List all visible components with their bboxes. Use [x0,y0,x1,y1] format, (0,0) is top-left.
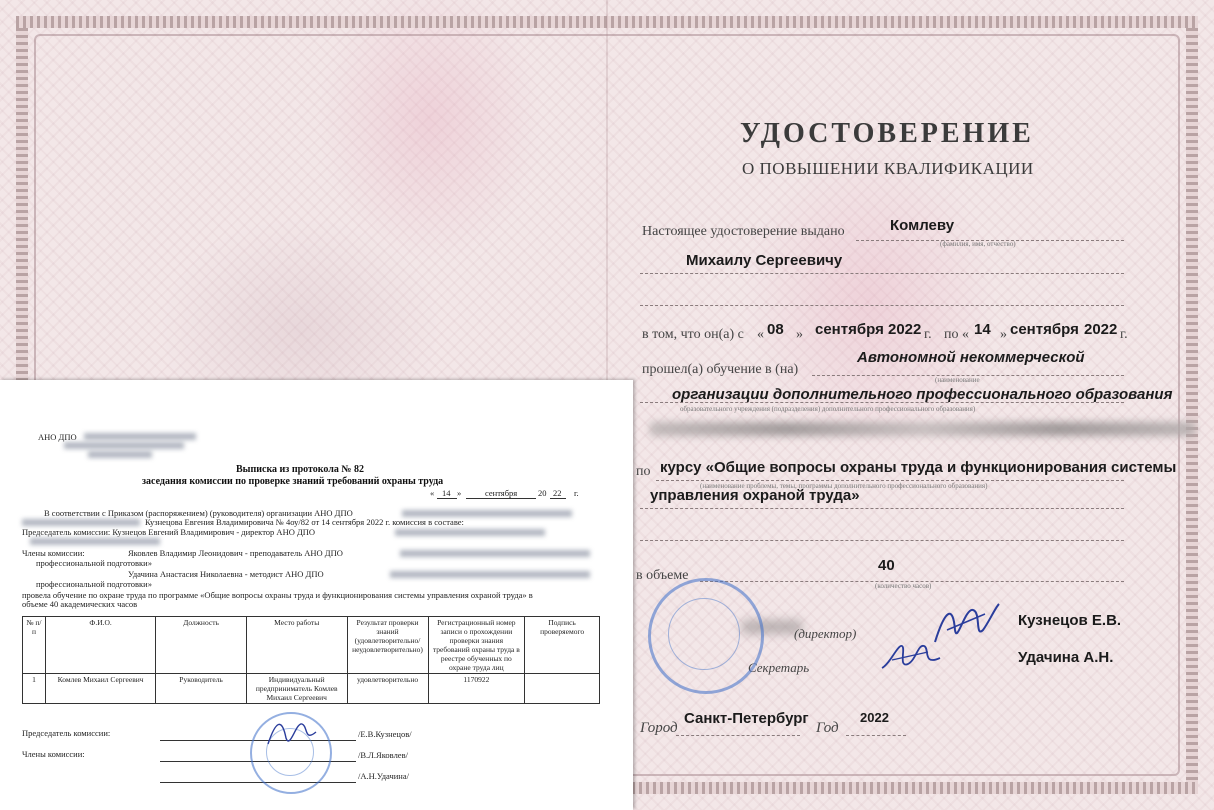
year-underline [846,735,906,736]
protocol-member1-a: Яковлев Владимир Леонидович - преподаватель АНО ДПО [128,548,343,558]
protocol-member2-sign: /А.Н.Удачина/ [358,771,409,781]
year-value: 2022 [860,710,889,725]
date-open-quote: « [430,488,435,498]
blurred-para1-a [402,510,572,517]
protocol-chair-sign: /Е.В.Кузнецов/ [358,729,412,739]
hours-value: 40 [878,557,895,574]
to-month: сентября [1010,321,1079,338]
protocol-date-year-prefix: 20 [538,488,547,498]
org-line-2: организации дополнительного профессионального образования [672,386,1173,403]
blurred-chair-org [395,529,545,536]
table-cell [525,674,600,704]
protocol-member2-b: профессиональной подготовки» [36,579,152,589]
from-day: 08 [767,321,784,338]
director-name: Кузнецов Е.В. [1018,612,1122,629]
protocol-date-day: 14 [442,488,451,498]
secretary-signature [878,638,948,674]
protocol-volume-line: объеме 40 академических часов [22,599,138,609]
table-row [23,674,600,704]
protocol-signature [262,714,322,750]
city-label: Город [640,720,678,736]
director-label: (директор) [794,626,857,641]
city-underline [676,735,800,736]
certificate-stamp-inner [668,598,740,670]
protocol-members-label: Члены комиссии: [22,548,85,558]
protocol-heading-1: Выписка из протокола № 82 [236,464,364,475]
certificate: УДОСТОВЕРЕНИЕ О ПОВЫШЕНИИ КВАЛИФИКАЦИИ Настоящее удостоверение выдано Комлеву (фамилия, имя, отчество) Михаилу Сергеевичу в том, что он(а) с « 08 » сентября 2022 г. по « 14 » сентября 2022 г. прошел(а) обучение в (на) Автономной некоммерческой (наименование организации дополнительного профессионального образования образовательного учреждения (подразделения) дополнительного профессионального образования) по курсу «Общие вопросы охраны труда и функционирования системы (наименование проблемы, темы, программы дополнительного профессионального образования) управления охраной труда» в объеме 40 (количество часов) (директор) Кузнецов Е.В. Секретарь Удачина А.Н. Город Санкт-Петербург Год 2022 [0,0,1214,810]
table-header-cell: Ф.И.О. [45,617,155,674]
recipient-surname: Комлеву [890,217,955,234]
to-day: 14 [974,321,991,338]
table-cell: Комлев Михаил Сергеевич [45,674,155,704]
course-line-1: курсу «Общие вопросы охраны труда и функционирования системы [660,459,1177,476]
table-cell: Индивидуальный предприниматель Комлев Михаил Сергеевич [246,674,347,704]
table-cell: удовлетворительно [347,674,428,704]
from-year: 2022 [888,321,922,338]
blurred-chair-org-2 [30,538,160,545]
org-line-1: Автономной некоммерческой [857,349,1085,366]
volume-label: в объеме [636,568,689,583]
course-label: по [636,464,651,479]
blurred-org-line-1 [84,433,196,440]
protocol-chair-line: Председатель комиссии: Кузнецов Евгений Владимирович - директор АНО ДПО [22,527,316,537]
from-month: сентября [815,321,884,338]
protocol-member1-b: профессиональной подготовки» [36,558,152,568]
protocol-date-month: сентября [485,488,518,498]
table-header-cell: Должность [156,617,247,674]
protocol-para1-a: В соответствии с Приказом (распоряжением) (руководителя) организации АНО ДПО [44,508,353,518]
course-underline-1 [656,480,1124,481]
protocol-training-line: провела обучение по охране труда по программе «Общие вопросы охраны труда и функционирования системы управления охраной труда» в [22,590,533,600]
hours-hint: (количество часов) [875,582,932,590]
protocol-chair-sign-label: Председатель комиссии: [22,728,111,738]
certificate-title: УДОСТОВЕРЕНИЕ [740,118,1034,149]
course-line-2: управления охраной труда» [650,487,860,504]
secretary-label: Секретарь [748,660,810,675]
table-header-cell: Место работы [246,617,347,674]
blurred-member1 [400,550,590,557]
blurred-org-line-2 [64,442,184,449]
date-close-quote: » [457,488,462,498]
to-label: по [944,327,959,342]
protocol-member1-sign: /В.Л.Яковлев/ [358,750,408,760]
period-label: в том, что он(а) с [642,327,744,342]
protocol-table [22,616,600,704]
protocol-member2-a: Удачина Анастасия Николаевна - методист АНО ДПО [128,569,324,579]
date-year-underline [550,498,566,499]
year-label: Год [816,720,839,736]
protocol-para1-b: Кузнецова Евгения Владимировича № 4оу/82 от 14 сентября 2022 г. комиссия в составе: [145,517,464,527]
blurred-org-name [650,422,1195,436]
table-header-cell: Регистрационный номер записи о прохождении проверки знания требований охраны труда в реестре обученных по охране труда лиц [428,617,525,674]
protocol-heading-2: заседания комиссии по проверке знаний требований охраны труда [142,476,444,487]
protocol-extract [0,380,633,810]
name-underline [640,273,1124,274]
blurred-org-line-3 [88,451,152,458]
issued-to-label: Настоящее удостоверение выдано [642,224,845,239]
to-year: 2022 [1084,321,1118,338]
table-header-cell: Подпись проверяемого [525,617,600,674]
city-value: Санкт-Петербург [684,710,809,727]
blurred-member2 [390,571,590,578]
protocol-org-prefix: АНО ДПО [38,432,77,442]
table-cell: 1 [23,674,46,704]
recipient-name-patronymic: Михаилу Сергеевичу [686,252,843,269]
from-year-suffix: г. [924,327,932,342]
date-month-underline [466,498,536,499]
date-day-underline [437,498,457,499]
table-cell: 1170922 [428,674,525,704]
course-underline-3 [640,540,1124,541]
to-year-suffix: г. [1120,327,1128,342]
course-underline-2 [640,508,1124,509]
surname-hint: (фамилия, имя, отчество) [940,240,1016,248]
table-header-cell: Результат проверки знаний (удовлетворительно/ неудовлетворительно) [347,617,428,674]
secretary-name: Удачина А.Н. [1018,649,1114,666]
certificate-subtitle: О ПОВЫШЕНИИ КВАЛИФИКАЦИИ [742,159,1034,178]
protocol-members-sign-label: Члены комиссии: [22,749,85,759]
org-hint-2: образовательного учреждения (подразделения) дополнительного профессионального образования) [680,405,976,413]
blurred-para1-b [22,519,140,526]
blank-underline [640,305,1124,306]
protocol-date-year: 22 [553,488,562,498]
course-hint: (наименование проблемы, темы, программы дополнительного профессионального образования) [700,482,988,490]
table-header-row [23,617,600,674]
member2-sign-line [160,782,356,783]
trained-label: прошел(а) обучение в (на) [642,362,799,377]
table-cell: Руководитель [156,674,247,704]
table-header-cell: № п/п [23,617,46,674]
protocol-date-suffix: г. [574,488,579,498]
org-hint-1: (наименование [935,376,980,384]
